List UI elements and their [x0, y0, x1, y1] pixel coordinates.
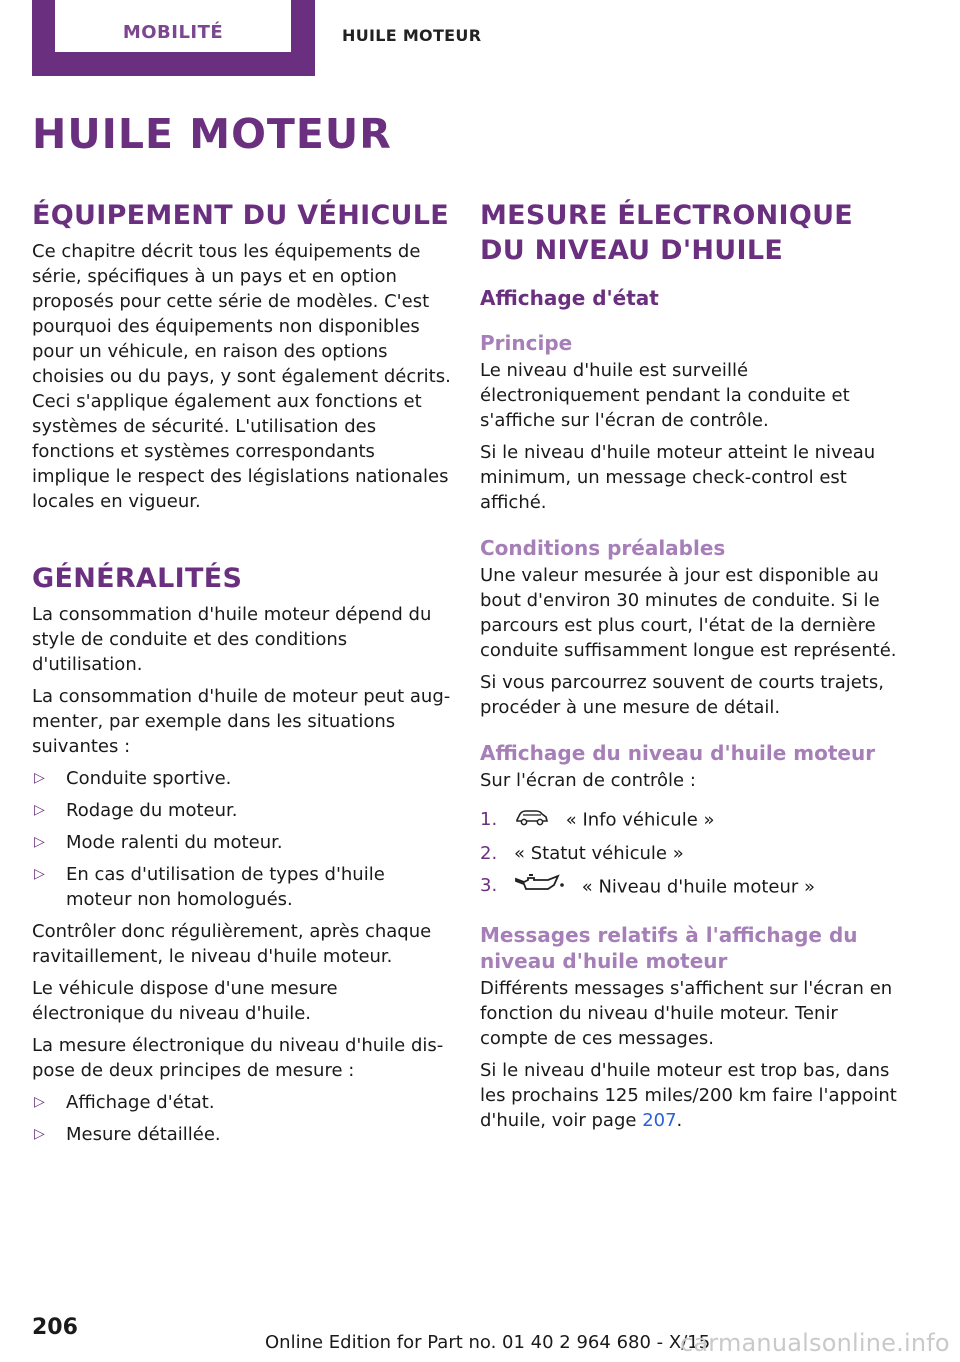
page-title: HUILE MOTEUR [32, 110, 392, 158]
messages-paragraph-2: Si le niveau d'huile moteur est trop bas, dans les prochains 125 miles/200 km faire l'appoint d'huile, voir page 207. [480, 1060, 897, 1131]
list-item: ▷ Affichage d'état. [34, 1092, 215, 1113]
general-paragraph-5: La mesure électronique du niveau d'huile dispose de deux principes de mesure : [32, 1035, 444, 1081]
triangle-right-icon: ▷ [34, 1094, 45, 1110]
conditions-heading: Conditions préalables [480, 536, 726, 560]
general-heading: GÉNÉRALITÉS [32, 563, 243, 594]
principles-list [32, 1090, 452, 1147]
principle-paragraph-2: Si le niveau d'huile moteur atteint le niveau minimum, un message check-control est affiché. [480, 442, 876, 513]
status-heading: Affichage d'état [480, 286, 659, 310]
chapter-tab-label: MOBILITÉ [122, 22, 224, 43]
step-label: « Info véhicule » [565, 809, 715, 831]
page-number: 206 [32, 1315, 78, 1340]
general-paragraph-1: La consommation d'huile moteur dépend du style de conduite et des conditions d'utilisation. [32, 604, 432, 675]
right-column [480, 198, 905, 1140]
list-item: ▷ En cas d'utilisation de types d'huile moteur non homologués. [34, 864, 385, 910]
equipment-text: Ce chapitre décrit tous les équipements de série, spécifiques à un pays et en option proposés pour cette série de modèles. C'est pourquoi des équipements non disponibles pour un véhicule, en raison des options choisies ou du pays, y sont également décrits. Ceci s'applique également aux fonctions et systèmes de sécurité. L'utilisation des fonctions et systèmes correspondants implique le respect des législations nationales locales en vigueur. [32, 241, 451, 512]
step-number: 2. [480, 843, 498, 864]
watermark: carmanualsonline.info [680, 1329, 950, 1357]
left-column [32, 198, 452, 1154]
step-item [480, 873, 905, 902]
messages-heading: Messages relatifs à l'affichage du niveau d'huile moteur [480, 923, 858, 973]
messages-paragraph-1: Différents messages s'affichent sur l'écran en fonction du niveau d'huile moteur. Tenir compte de ces messages. [480, 978, 893, 1049]
general-paragraph-3: Contrôler donc régulièrement, après chaque ravitaillement, le niveau d'huile moteur. [32, 921, 432, 967]
section-header: HUILE MOTEUR [342, 26, 482, 45]
conditions-paragraph-1: Une valeur mesurée à jour est disponible au bout d'environ 30 minutes de conduite. Si le parcours est plus court, l'état de la dernière conduite suffisamment longue est représenté. [480, 565, 897, 661]
principle-heading: Principe [480, 331, 573, 355]
conditions-paragraph-2: Si vous parcourrez souvent de courts trajets, procéder à une mesure de détail. [480, 672, 884, 718]
equipment-heading: ÉQUIPEMENT DU VÉHICULE [32, 200, 450, 231]
steps-list [480, 807, 905, 902]
general-paragraph-4: Le véhicule dispose d'une mesure électronique du niveau d'huile. [32, 978, 338, 1024]
display-heading: Affichage du niveau d'huile moteur [480, 741, 876, 765]
list-item: ▷ Mode ralenti du moteur. [34, 832, 283, 853]
measure-heading: MESURE ÉLECTRONIQUE DU NIVEAU D'HUILE [480, 200, 854, 266]
situations-list [32, 766, 452, 912]
step-item [480, 807, 905, 834]
list-item: ▷ Conduite sportive. [34, 768, 232, 789]
oil-can-icon [514, 873, 566, 902]
list-item: ▷ Rodage du moteur. [34, 800, 238, 821]
step-label: « Statut véhicule » [514, 843, 684, 864]
triangle-right-icon: ▷ [34, 802, 45, 818]
principle-paragraph-1: Le niveau d'huile est surveillé électroniquement pendant la conduite et s'affiche sur l'écran de contrôle. [480, 360, 850, 431]
step-number: 3. [480, 875, 498, 896]
step-item [480, 841, 905, 866]
display-intro: Sur l'écran de contrôle : [480, 770, 696, 791]
step-label: « Niveau d'huile moteur » [581, 876, 816, 898]
triangle-right-icon: ▷ [34, 866, 45, 882]
car-icon [514, 807, 550, 834]
footer-edition: Online Edition for Part no. 01 40 2 964 680 - X/15 [265, 1332, 711, 1353]
triangle-right-icon: ▷ [34, 770, 45, 786]
list-item: ▷ Mesure détaillée. [34, 1124, 221, 1145]
triangle-right-icon: ▷ [34, 1126, 45, 1142]
general-paragraph-2: La consommation d'huile de moteur peut augmenter, par exemple dans les situations suivantes : [32, 686, 451, 757]
page-link[interactable]: 207 [642, 1110, 677, 1131]
step-number: 1. [480, 809, 498, 830]
triangle-right-icon: ▷ [34, 834, 45, 850]
